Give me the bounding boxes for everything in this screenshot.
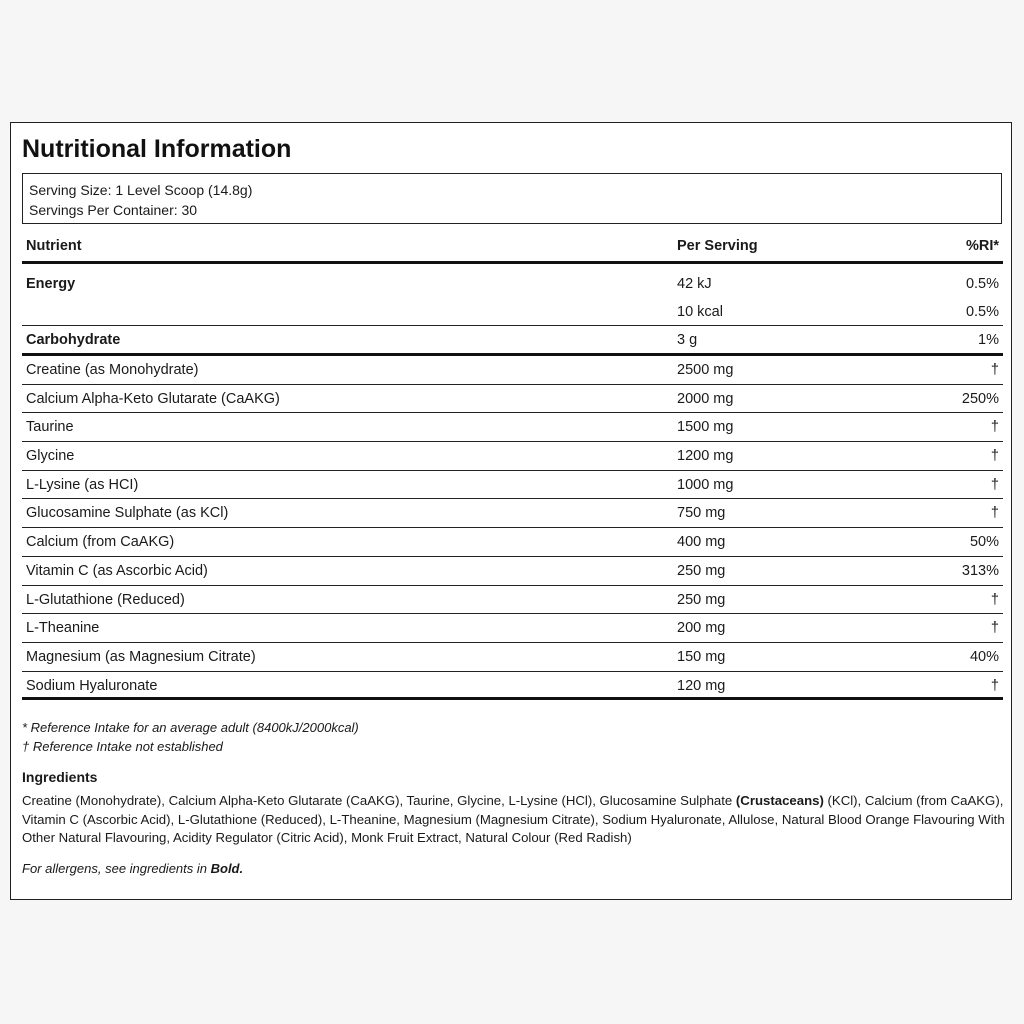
energy-kj: 42 kJ bbox=[677, 276, 712, 292]
nutrient-amount: 1000 mg bbox=[677, 476, 734, 493]
ingredients-text bbox=[22, 792, 1007, 848]
nutrient-amount: 400 mg bbox=[677, 534, 726, 551]
serving-size: Serving Size: 1 Level Scoop (14.8g) bbox=[29, 182, 253, 198]
nutrient-name: Calcium (from CaAKG) bbox=[26, 534, 175, 551]
nutrient-ri: † bbox=[990, 620, 999, 637]
nutrient-name: Vitamin C (as Ascorbic Acid) bbox=[26, 562, 208, 579]
energy-kj-ri: 0.5% bbox=[965, 276, 999, 292]
nutrient-amount: 120 mg bbox=[677, 677, 726, 694]
carbohydrate-row bbox=[22, 326, 1003, 356]
header-nutrient: Nutrient bbox=[26, 238, 82, 254]
table-row bbox=[22, 471, 1003, 500]
table-row bbox=[22, 499, 1003, 528]
nutrition-table bbox=[22, 231, 1003, 700]
ingredients-text-part1: Creatine (Monohydrate), Calcium Alpha-Keto Glutarate (CaAKG), Taurine, Glycine, L-Lysine (HCl), Glucosamine Sulphate bbox=[22, 793, 736, 808]
nutrient-ri: 40% bbox=[969, 648, 999, 665]
allergen-crustaceans: (Crustaceans) bbox=[735, 793, 824, 808]
nutrient-name: L-Lysine (as HCI) bbox=[26, 476, 139, 493]
serving-info-box bbox=[22, 173, 1002, 224]
table-row bbox=[22, 385, 1003, 414]
nutrient-ri: † bbox=[990, 419, 999, 436]
table-row bbox=[22, 557, 1003, 586]
nutrient-name: Taurine bbox=[26, 419, 74, 436]
header-ri: %RI* bbox=[965, 238, 999, 254]
nutrient-ri: † bbox=[990, 591, 999, 608]
nutrient-name: L-Glutathione (Reduced) bbox=[26, 591, 185, 608]
nutrient-name: Calcium Alpha-Keto Glutarate (CaAKG) bbox=[26, 390, 280, 407]
nutrient-name: L-Theanine bbox=[26, 620, 100, 637]
nutrition-panel bbox=[10, 122, 1012, 900]
reference-intake-note: * Reference Intake for an average adult (8400kJ/2000kcal) bbox=[22, 720, 359, 735]
table-header bbox=[22, 231, 1003, 264]
energy-kcal: 10 kcal bbox=[677, 304, 723, 320]
ingredients-heading: Ingredients bbox=[22, 769, 98, 785]
nutrient-name: Magnesium (as Magnesium Citrate) bbox=[26, 648, 256, 665]
nutrient-amount: 250 mg bbox=[677, 591, 726, 608]
energy-label: Energy bbox=[26, 276, 76, 292]
nutrient-name: Glycine bbox=[26, 448, 75, 465]
nutrient-amount: 150 mg bbox=[677, 648, 726, 665]
carbohydrate-label: Carbohydrate bbox=[26, 332, 121, 348]
nutrient-ri: 250% bbox=[961, 390, 999, 407]
carbohydrate-ri: 1% bbox=[978, 332, 999, 348]
table-row bbox=[22, 586, 1003, 615]
nutrient-ri: 50% bbox=[969, 534, 999, 551]
page-title: Nutritional Information bbox=[22, 135, 292, 163]
table-row bbox=[22, 356, 1003, 385]
nutrient-amount: 2500 mg bbox=[677, 362, 734, 378]
nutrient-amount: 2000 mg bbox=[677, 390, 734, 407]
nutrient-ri: † bbox=[990, 677, 999, 694]
nutrient-amount: 200 mg bbox=[677, 620, 726, 637]
table-row bbox=[22, 442, 1003, 471]
ri-not-established-note: † Reference Intake not established bbox=[22, 739, 223, 754]
servings-per-container: Servings Per Container: 30 bbox=[29, 202, 198, 218]
nutrient-amount: 250 mg bbox=[677, 562, 726, 579]
ingredients-text-part2: (KCl), Calcium (from CaAKG), Vitamin C (Ascorbic Acid), L-Glutathione (Reduced), L-Theanine, Magnesium (Magnesium Citrate), Sodium Hyaluronate, Allulose, Natural Blood Orange Flavouring With Other Natural Flavouring, Acidity Regulator (Citric Acid), Monk Fruit Extract, Natural Colour (Red Radish) bbox=[22, 793, 1005, 845]
energy-row bbox=[22, 264, 1003, 326]
allergen-note-bold: Bold. bbox=[210, 861, 244, 876]
nutrient-ri: † bbox=[990, 476, 999, 493]
table-row bbox=[22, 528, 1003, 557]
nutrient-name: Glucosamine Sulphate (as KCl) bbox=[26, 505, 229, 522]
table-row bbox=[22, 672, 1003, 701]
nutrient-amount: 750 mg bbox=[677, 505, 726, 522]
nutrient-ri: † bbox=[990, 448, 999, 465]
nutrient-ri: 313% bbox=[961, 562, 999, 579]
nutrient-amount: 1500 mg bbox=[677, 419, 734, 436]
nutrient-name: Sodium Hyaluronate bbox=[26, 677, 158, 694]
footnotes bbox=[22, 718, 359, 756]
allergen-note-prefix: For allergens, see ingredients in bbox=[22, 861, 211, 876]
carbohydrate-amount: 3 g bbox=[677, 332, 698, 348]
nutrient-amount: 1200 mg bbox=[677, 448, 734, 465]
nutrient-ri: † bbox=[990, 505, 999, 522]
table-row bbox=[22, 614, 1003, 643]
header-per-serving: Per Serving bbox=[677, 238, 758, 254]
table-row bbox=[22, 643, 1003, 672]
nutrient-name: Creatine (as Monohydrate) bbox=[26, 362, 199, 378]
nutrient-ri: † bbox=[990, 362, 999, 378]
allergen-note bbox=[22, 861, 243, 876]
energy-kcal-ri: 0.5% bbox=[965, 304, 999, 320]
table-row bbox=[22, 413, 1003, 442]
